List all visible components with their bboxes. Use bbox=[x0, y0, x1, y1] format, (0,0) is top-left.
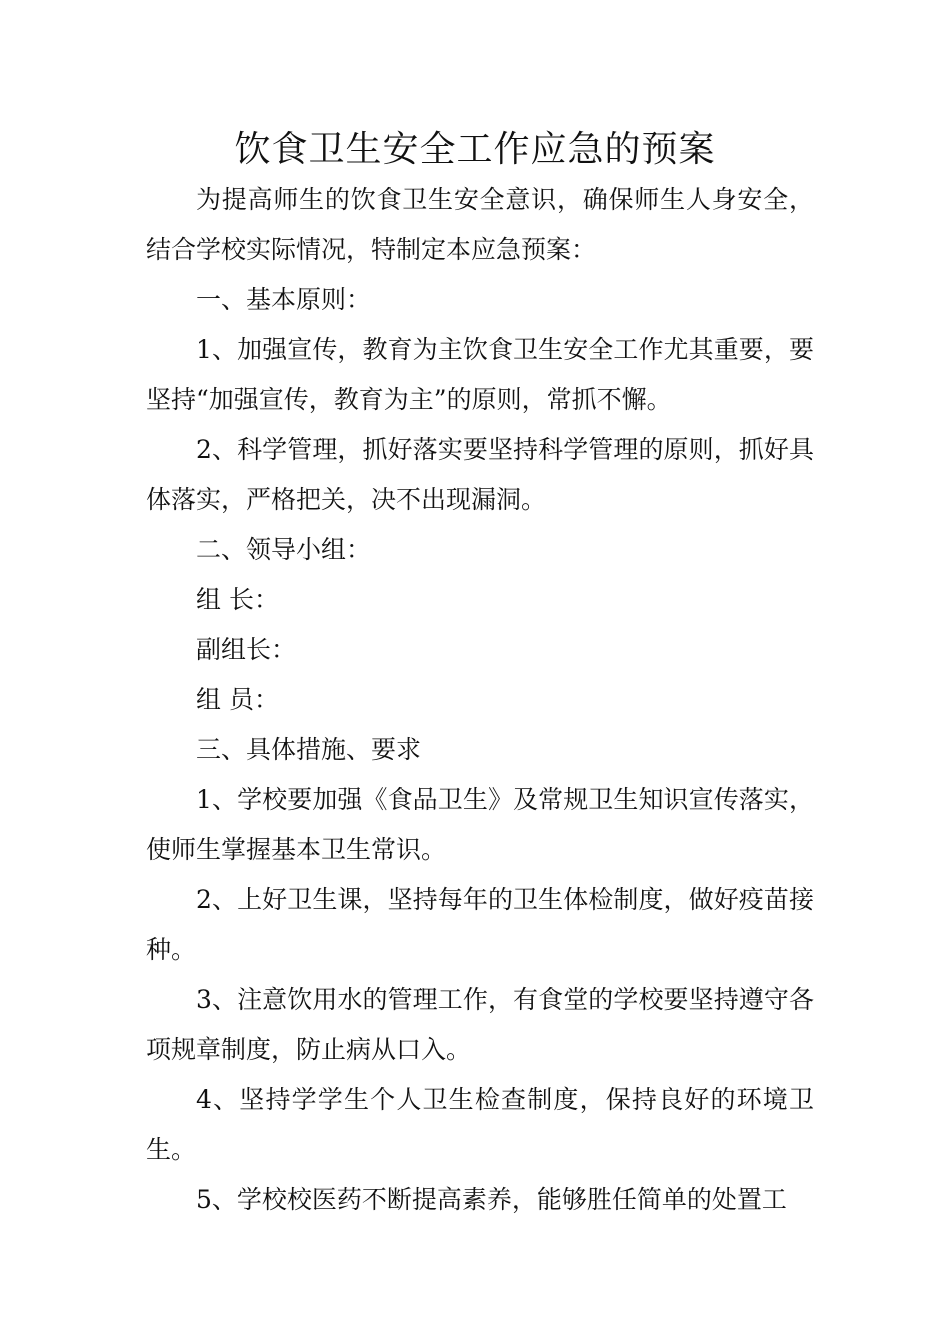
paragraph-intro: 为提高师生的饮食卫生安全意识，确保师生人身安全，结合学校实际情况，特制定本应急预案： bbox=[146, 185, 814, 264]
paragraph-measure-2: 2、上好卫生课，坚持每年的卫生体检制度，做好疫苗接种。 bbox=[146, 885, 814, 964]
heading-basic-principles: 一、基本原则： bbox=[196, 285, 372, 314]
deputy-leader-line: 副组长： bbox=[196, 635, 297, 664]
paragraph-measure-3: 3、注意饮用水的管理工作，有食堂的学校要坚持遵守各项规章制度，防止病从口入。 bbox=[146, 985, 814, 1064]
document-title: 饮食卫生安全工作应急的预案 bbox=[234, 129, 716, 170]
members-line: 组 员： bbox=[196, 685, 279, 714]
heading-measures: 三、具体措施、要求 bbox=[196, 735, 422, 764]
paragraph-principle-1: 1、加强宣传，教育为主饮食卫生安全工作尤其重要，要坚持“加强宣传，教育为主”的原则，常抓不懈。 bbox=[146, 335, 814, 414]
paragraph-measure-4: 4、坚持学学生个人卫生检查制度，保持良好的环境卫生。 bbox=[146, 1085, 814, 1164]
heading-leadership-group: 二、领导小组： bbox=[196, 535, 372, 564]
paragraph-measure-1: 1、学校要加强《食品卫生》及常规卫生知识宣传落实，使师生掌握基本卫生常识。 bbox=[146, 785, 814, 864]
document-body bbox=[146, 175, 814, 1225]
paragraph-principle-2: 2、科学管理，抓好落实要坚持科学管理的原则，抓好具体落实，严格把关，决不出现漏洞。 bbox=[146, 435, 814, 514]
paragraph-measure-5: 5、学校校医药不断提高素养，能够胜任简单的处置工 bbox=[196, 1185, 787, 1214]
leader-line: 组 长： bbox=[196, 585, 279, 614]
